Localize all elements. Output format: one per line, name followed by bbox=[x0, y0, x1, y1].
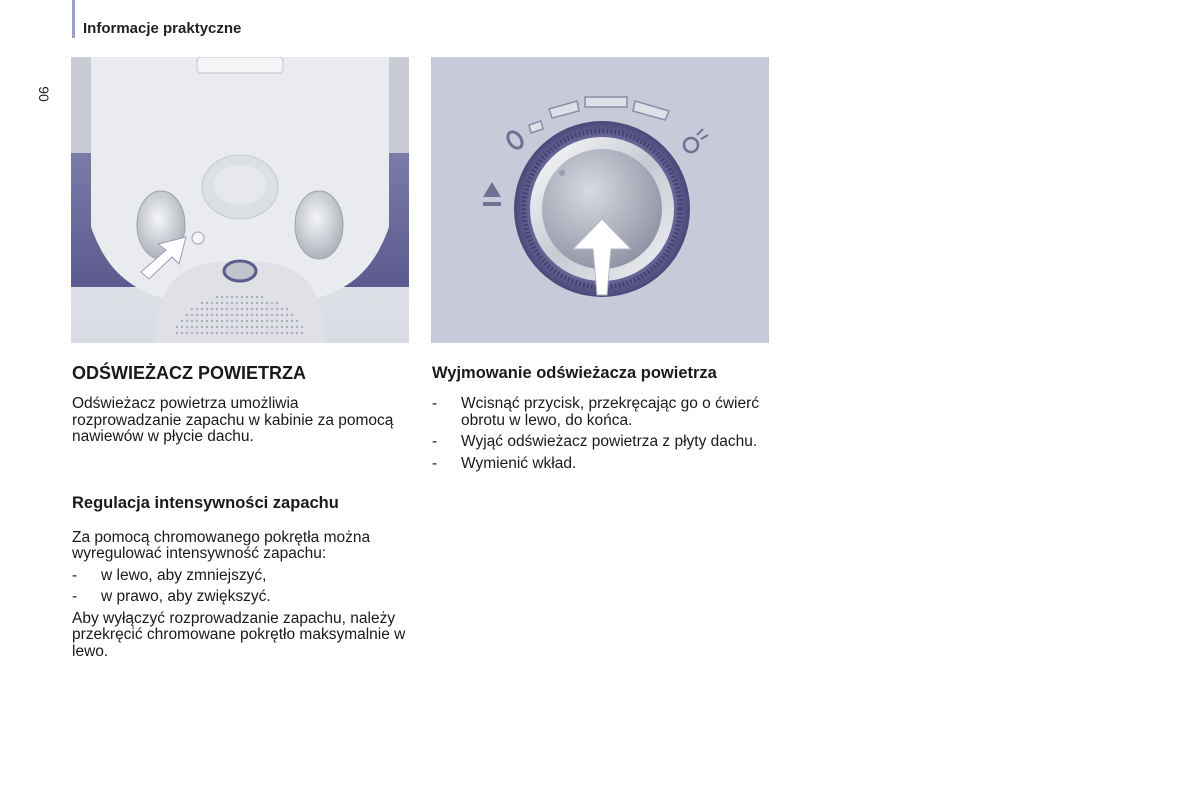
page-number: 90 bbox=[36, 86, 52, 102]
list-item: - w prawo, aby zwiększyć. bbox=[72, 588, 271, 605]
dome-light-icon bbox=[224, 261, 256, 281]
knob-illustration bbox=[431, 57, 769, 343]
list-item: - Wyjąć odświeżacz powietrza z płyty dachu. bbox=[432, 433, 758, 450]
right-column bbox=[432, 362, 772, 472]
list-item: - Wcisnąć przycisk, przekręcając go o ćwierć obrotu w lewo, do końca. bbox=[432, 395, 760, 429]
adjust-paragraph: Za pomocą chromowanego pokrętła można wyregulować intensywność zapachu: bbox=[72, 528, 371, 562]
list-item: - w lewo, aby zmniejszyć, bbox=[72, 566, 267, 584]
intro-paragraph: Odświeżacz powietrza umożliwia rozprowadzanie zapachu w kabinie za pomocą nawiewów w płycie dachu. bbox=[72, 395, 394, 445]
list-item: - Wymienić wkład. bbox=[432, 454, 577, 472]
removal-title: Wyjmowanie odświeżacza powietrza bbox=[432, 364, 717, 382]
intensity-subtitle: Regulacja intensywności zapachu bbox=[72, 493, 339, 512]
header-accent-bar bbox=[72, 0, 75, 38]
roof-panel-illustration bbox=[71, 57, 409, 343]
off-paragraph: Aby wyłączyć rozprowadzanie zapachu, należy przekręcić chromowane pokrętło maksymalnie w lewo. bbox=[72, 609, 406, 660]
left-column bbox=[72, 362, 412, 660]
air-freshener-title: ODŚWIEŻACZ POWIETRZA bbox=[72, 363, 306, 383]
section-title: Informacje praktyczne bbox=[83, 20, 242, 37]
